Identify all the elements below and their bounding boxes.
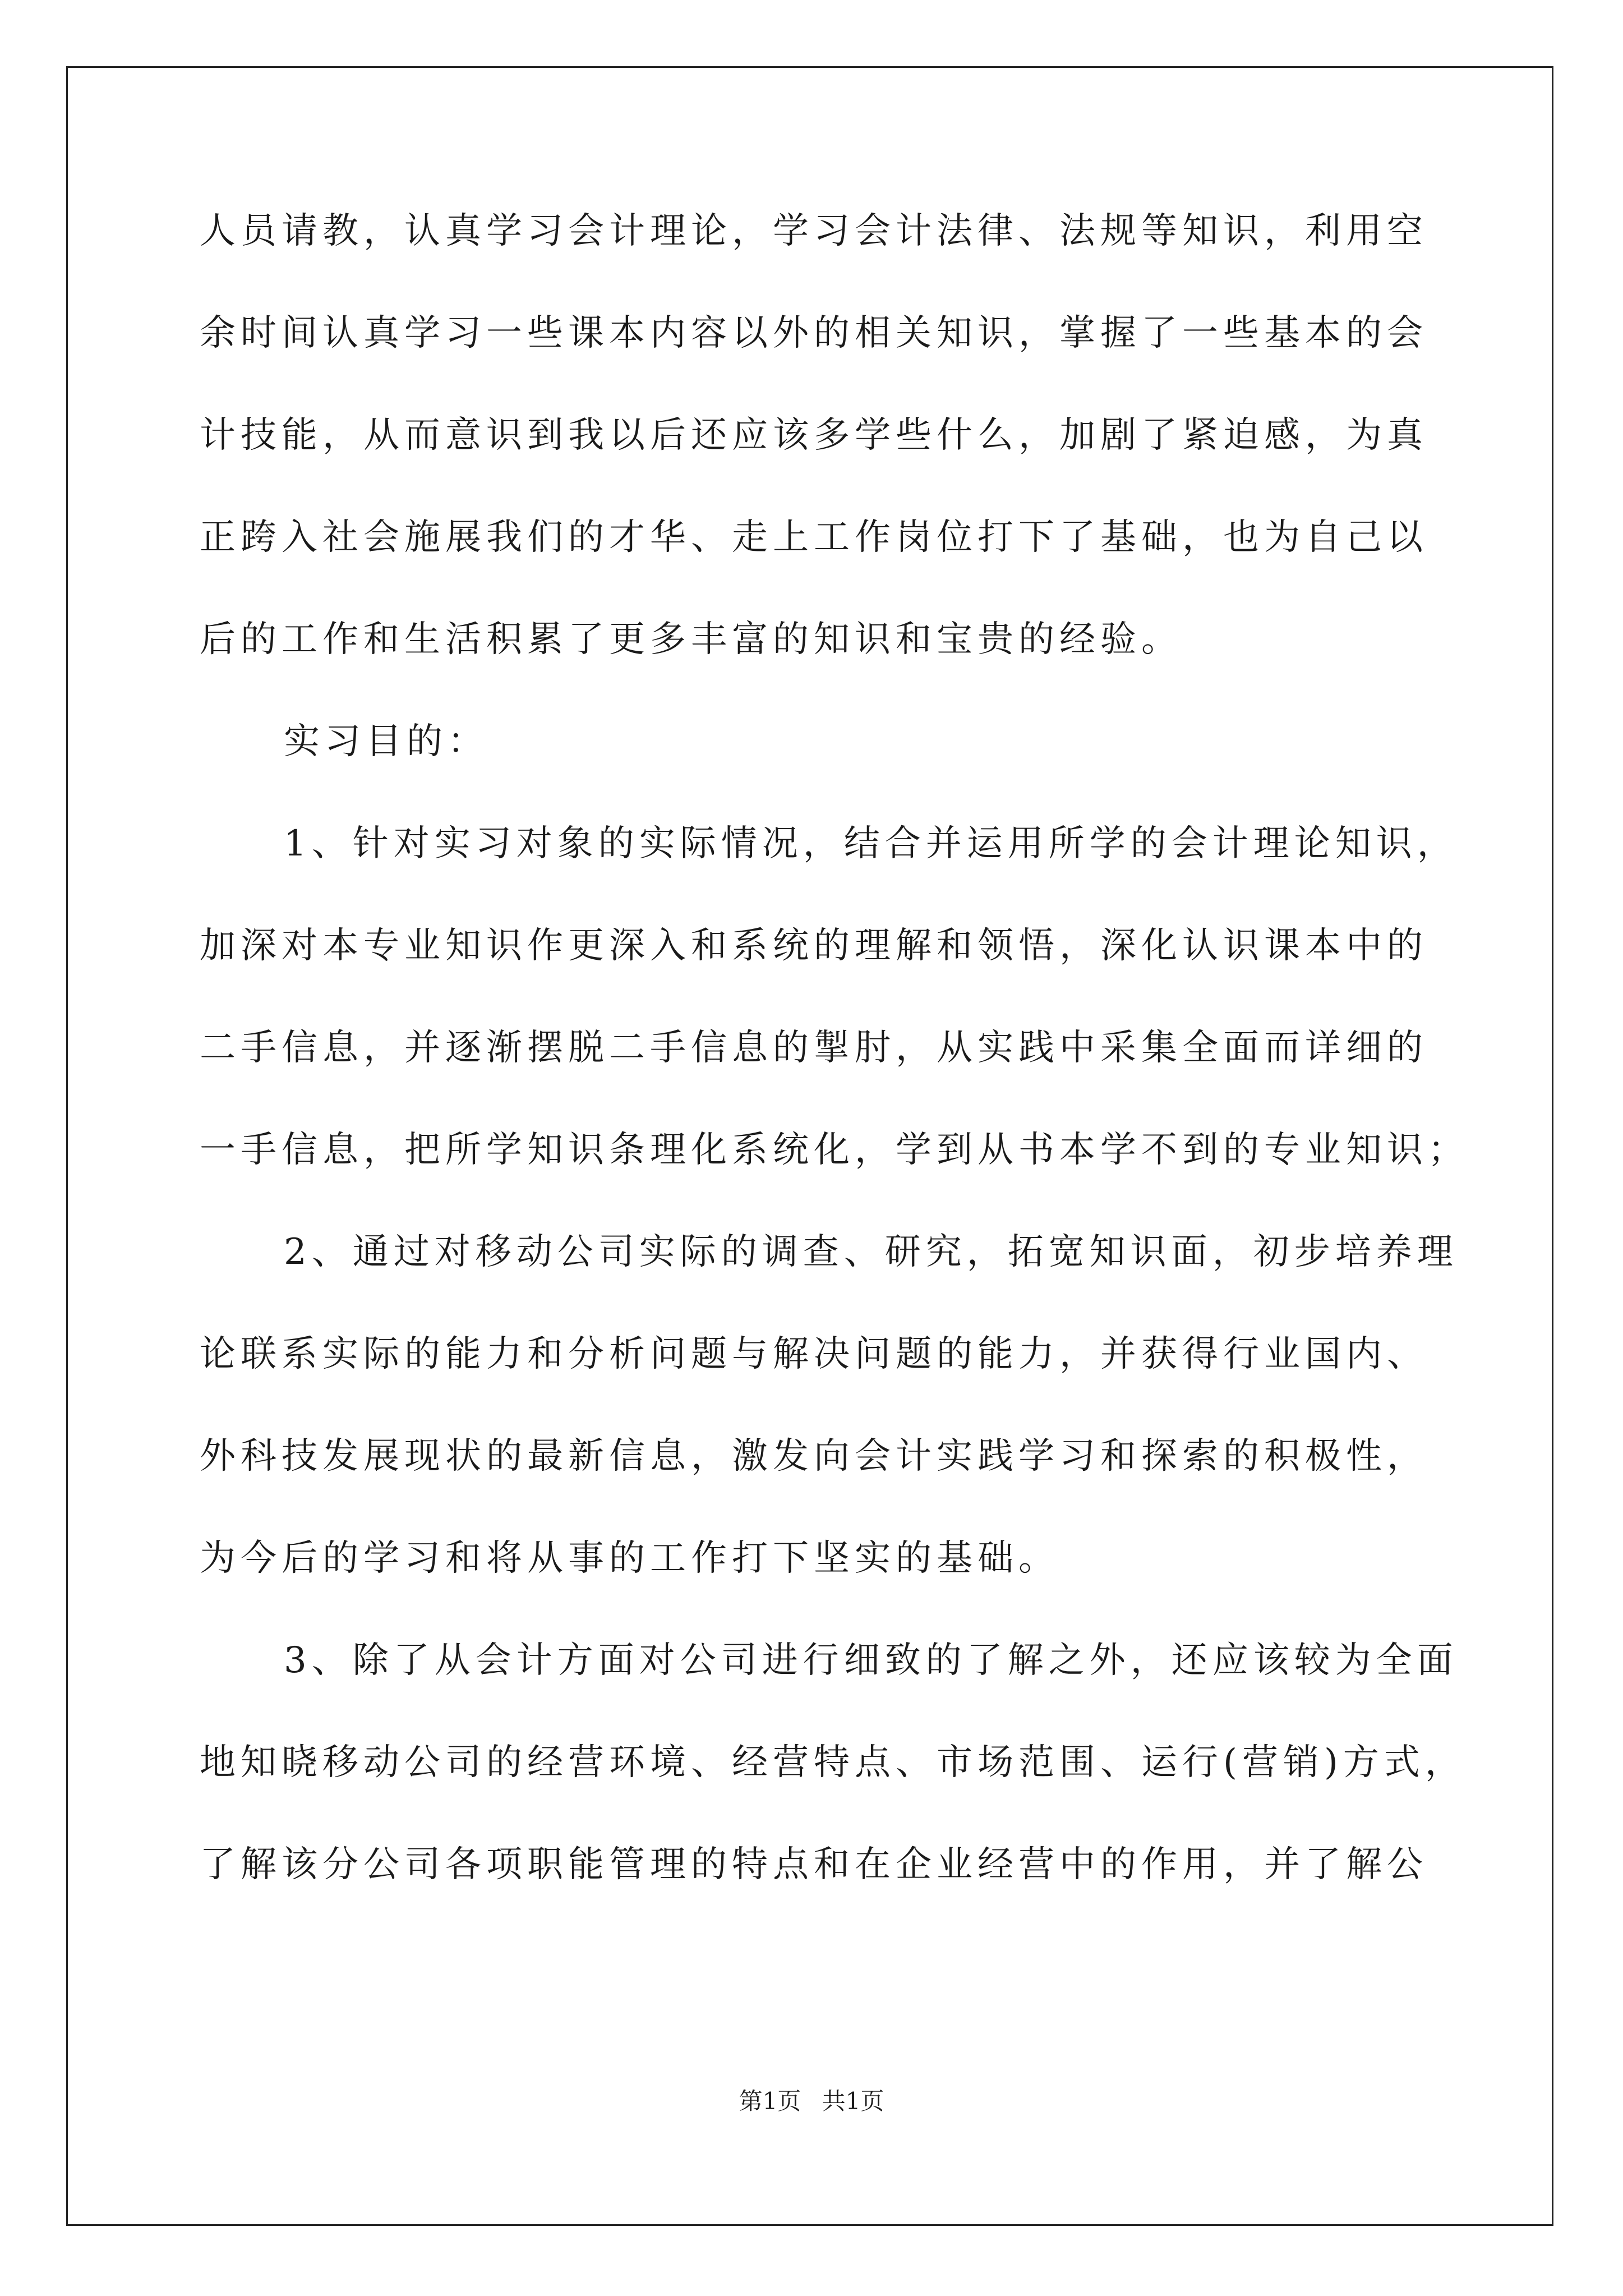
text-line: 地知晓移动公司的经营环境、经营特点、市场范围、运行(营销)方式， (200, 1742, 1466, 1783)
page-number: 第1页 (739, 2087, 801, 2115)
text-line: 人员请教，认真学习会计理论，学习会计法律、法规等知识，利用空 (200, 210, 1428, 252)
text-line: 一手信息，把所学知识条理化系统化，学到从书本学不到的专业知识； (200, 1129, 1469, 1171)
page-footer (0, 2087, 1623, 2115)
text-line: 外科技发展现状的最新信息，激发向会计实践学习和探索的积极性， (200, 1435, 1428, 1477)
text-line: 正跨入社会施展我们的才华、走上工作岗位打下了基础，也为自己以 (200, 517, 1428, 558)
text-line: 余时间认真学习一些课本内容以外的相关知识，掌握了一些基本的会 (200, 312, 1428, 354)
text-line: 后的工作和生活积累了更多丰富的知识和宝贵的经验。 (200, 619, 1182, 660)
text-line: 论联系实际的能力和分析问题与解决问题的能力，并获得行业国内、 (200, 1333, 1428, 1375)
text-line: 计技能，从而意识到我以后还应该多学些什么，加剧了紧迫感，为真 (200, 415, 1428, 456)
section-heading: 实习目的： (284, 721, 488, 762)
text-line: 3、除了从会计方面对公司进行细致的了解之外，还应该较为全面 (284, 1640, 1458, 1681)
text-line: 2、通过对移动公司实际的调查、研究，拓宽知识面，初步培养理 (284, 1231, 1458, 1273)
text-line: 二手信息，并逐渐摆脱二手信息的掣肘，从实践中采集全面而详细的 (200, 1027, 1428, 1069)
page-total: 共1页 (822, 2087, 884, 2115)
text-line: 1、针对实习对象的实际情况，结合并运用所学的会计理论知识， (284, 823, 1458, 864)
text-line: 加深对本专业知识作更深入和系统的理解和领悟，深化认识课本中的 (200, 925, 1428, 967)
document-body (200, 210, 1469, 1949)
text-line: 为今后的学习和将从事的工作打下坚实的基础。 (200, 1538, 1059, 1579)
text-line: 了解该分公司各项职能管理的特点和在企业经营中的作用，并了解公 (200, 1844, 1428, 1885)
